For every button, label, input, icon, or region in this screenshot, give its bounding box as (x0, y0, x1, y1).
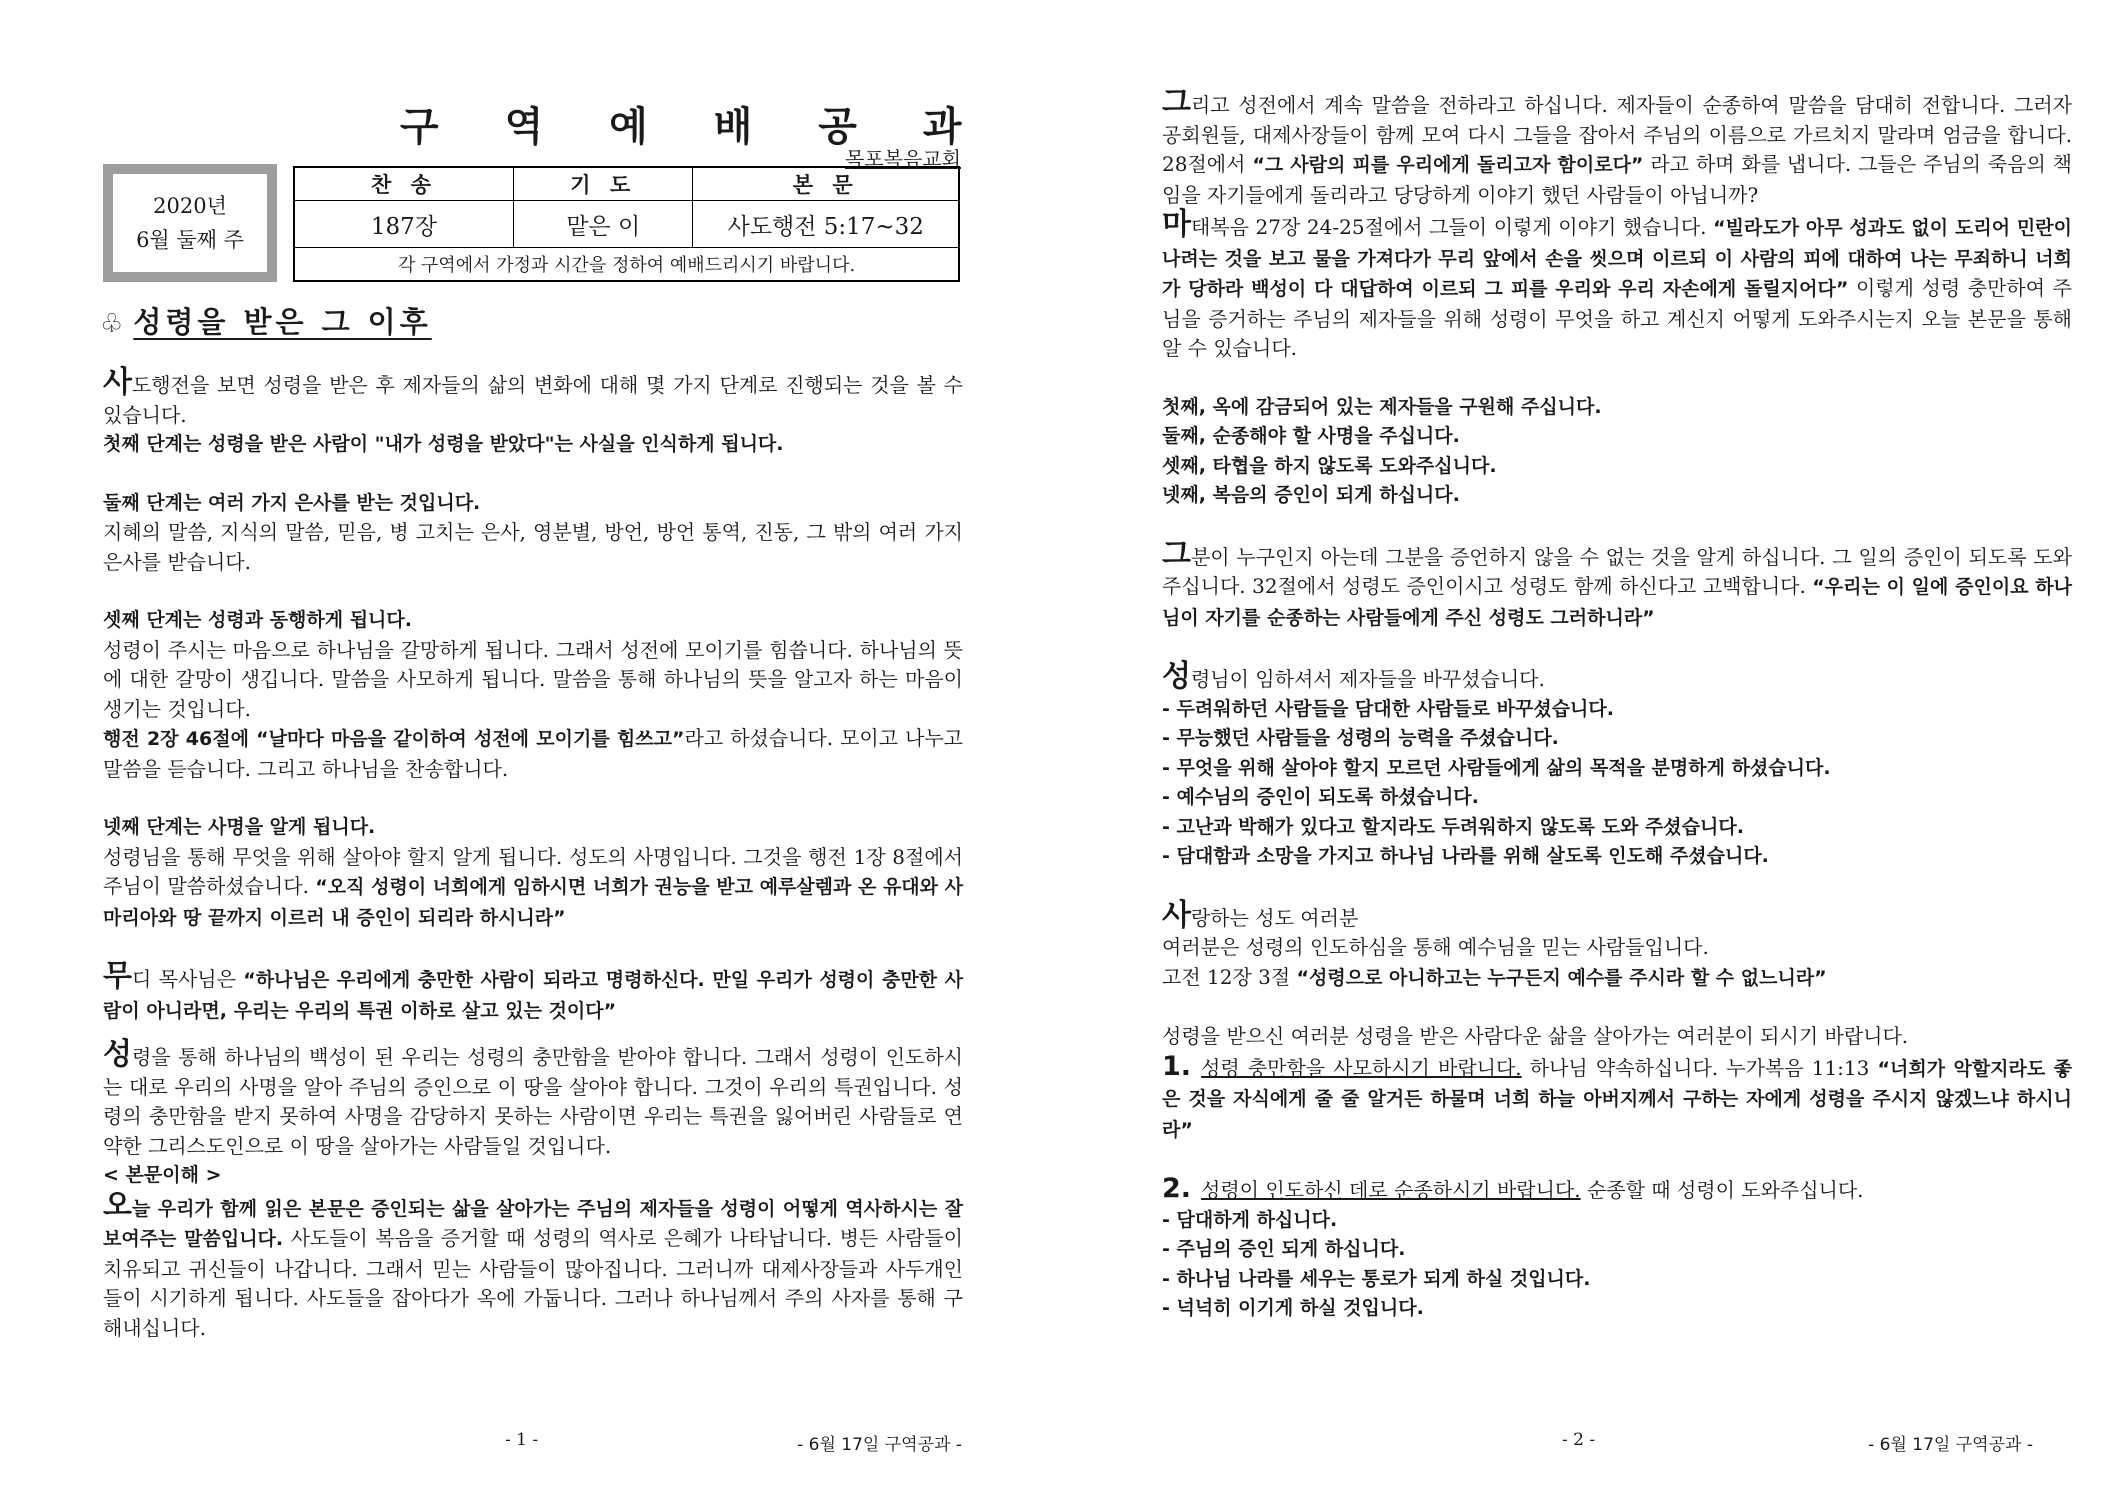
paragraph (1162, 897, 2072, 934)
list-item: - 담대함과 소망을 가지고 하나님 나라를 위해 살도록 인도해 주셨습니다. (1162, 845, 1769, 867)
paragraph: 성령이 주시는 마음으로 하나님을 갈망하게 됩니다. 그래서 성전에 모이기를 힘씁니다. 하나님의 뜻에 대한 갈망이 생깁니다. 말씀을 사모하게 됩니다. 말씀을 통해 하나님의 뜻을 알고자 하는 마음이 생기는 것입니다. (103, 637, 963, 721)
club-suit-icon: ♧ (100, 309, 124, 339)
paragraph: 성령을 받으신 여러분 성령을 받은 사람다운 삶을 살아가는 여러분이 되시기 바랍니다. (1162, 1024, 1909, 1048)
step-1: 첫째 단계는 성령을 받은 사람이 "내가 성령을 받았다"는 사실을 인식하게 됩니다. (103, 433, 784, 455)
sermon-body-left (103, 365, 963, 1343)
bold-quote: “너희가 악할지라도 좋은 것을 자식에게 줄 줄 알거든 하물며 너희 하늘 아버지께서 구하는 자에게 성령을 주시지 않겠느냐 하시니라” (1162, 1057, 2072, 1141)
paragraph (1162, 963, 2072, 994)
list-item: - 넉넉히 이기게 하실 것입니다. (1162, 1297, 1424, 1319)
paragraph (103, 1187, 963, 1344)
sub-heading: < 본문이해 > (103, 1164, 222, 1186)
section-title-text: 성령을 받은 그 이후 (133, 305, 432, 339)
list-item: 넷째, 복음의 증인이 되게 하십니다. (1162, 484, 1460, 506)
worship-info-table (293, 166, 960, 282)
text-value: 사도행전 5:17~32 (693, 201, 959, 248)
text: 하나님 약속하십니다. 누가복음 11:13 (1521, 1055, 1878, 1080)
list-item: 둘째, 순종해야 할 사명을 주십니다. (1162, 425, 1460, 447)
point-number: 1. (1162, 1050, 1192, 1082)
page-number: - 2 - (1562, 1430, 1596, 1450)
header-hymn: 찬 송 (294, 167, 513, 201)
text: 라고 하며 화를 냅니다. 그들은 주님의 죽음의 책임을 자기들에게 돌리라고 당당하게 이야기 했던 사람들이 아닙니까? (1162, 152, 2073, 207)
step-2: 둘째 단계는 여러 가지 은사를 받는 것입니다. (103, 491, 481, 514)
paragraph (103, 724, 963, 784)
text: 고전 12장 3절 (1162, 964, 1297, 989)
paragraph (1162, 659, 2072, 695)
list-item: - 무엇을 위해 살아야 할지 모르던 사람들에게 삶의 목적을 분명하게 하셨습니다. (1162, 756, 1831, 779)
text: 도행전을 보면 성령을 받은 후 제자들의 삶의 변화에 대해 몇 가지 단계로 진행되는 것을 볼 수 있습니다. (103, 373, 963, 427)
sermon-body-right (1162, 85, 2073, 1324)
drop-cap: 마 (1162, 207, 1191, 242)
text: 라고 하셨습니다. 모이고 나누고 말씀을 듣습니다. 그리고 하나님을 찬송합니다. (103, 726, 963, 781)
list-item: - 담대하게 하십니다. (1162, 1208, 1338, 1231)
page-title: 구 역 예 배 공 과 (400, 104, 988, 150)
text: 디 목사님은 (131, 967, 244, 991)
paragraph: 지혜의 말씀, 지식의 말씀, 믿음, 병 고치는 은사, 영분별, 방언, 방언 통역, 진동, 그 밖의 여러 가지 은사를 받습니다. (103, 520, 963, 574)
header-text: 본 문 (693, 167, 959, 201)
drop-cap: 사 (1162, 897, 1191, 933)
date-week: 6월 둘째 주 (136, 228, 244, 252)
bold-quote: “하나님은 우리에게 충만한 사람이 되라고 명령하신다. 만일 우리가 성령이 충만한 사람이 아니라면, 우리는 우리의 특권 이하로 살고 있는 것이다” (103, 969, 963, 1022)
prayer-value: 맡은 이 (513, 201, 693, 248)
paragraph (1162, 536, 2072, 634)
bold-quote: “성령으로 아니하고는 누구든지 예수를 주시라 할 수 없느니라” (1296, 966, 1827, 989)
text: 랑하는 성도 여러분 (1190, 905, 1359, 930)
paragraph (103, 843, 963, 934)
bold-quote: 행전 2장 46절에 “날마다 마음을 같이하여 성전에 모이기를 힘쓰고” (103, 728, 685, 750)
bold-quote: “그 사람의 피를 우리에게 돌리고자 함이로다” (1252, 154, 1644, 176)
drop-cap: 성 (1162, 659, 1191, 694)
footer-date: - 6월 17일 구역공과 - (797, 1435, 962, 1455)
drop-cap: 그 (1162, 536, 1191, 572)
paragraph (103, 365, 963, 430)
page-number: - 1 - (505, 1430, 539, 1450)
page-1 (0, 0, 1052, 1488)
step-4: 넷째 단계는 사명을 알게 됩니다. (103, 816, 376, 838)
list-item: 셋째, 타협을 하지 않도록 도와주십니다. (1162, 454, 1497, 477)
list-item: - 주님의 증인 되게 하십니다. (1162, 1238, 1406, 1260)
list-item: - 무능했던 사람들을 성령의 능력을 주셨습니다. (1162, 727, 1559, 749)
paragraph (103, 959, 963, 1026)
drop-cap: 성 (103, 1037, 132, 1072)
text: 태복음 27장 24-25절에서 그들이 이렇게 이야기 했습니다. (1190, 215, 1714, 239)
date-year: 2020년 (153, 194, 227, 218)
text: 리고 성전에서 계속 말씀을 전하라고 하십니다. 제자들이 순종하여 말씀을 담대히 전합니다. 그러자 공회원들, 대제사장들이 함께 모여 다시 그들을 잡아서 주님의 이름으로 가르치지 말라며 엄금을 합니다. 28절에서 (1162, 93, 2072, 176)
step-3: 셋째 단계는 성령과 동행하게 됩니다. (103, 609, 412, 631)
table-note: 각 구역에서 가정과 시간을 정하여 예배드리시기 바랍니다. (294, 248, 959, 282)
list-item: - 하나님 나라를 세우는 통로가 되게 하실 것입니다. (1162, 1267, 1591, 1290)
hymn-value: 187장 (294, 201, 513, 248)
drop-cap: 그 (1162, 85, 1191, 120)
numbered-point-1 (1162, 1052, 2072, 1146)
paragraph (1162, 85, 2073, 210)
text: 사도들이 복음을 증거할 때 성령의 역사로 은혜가 나타납니다. 병든 사람들이 치유되고 귀신들이 나갑니다. 그래서 믿는 사람들이 많아집니다. 그러니까 대제사장들과 사두개인들이 시기하게 됩니다. 사도들을 잡아다가 옥에 가둡니다. 그러나 하나님께서 주의 사자를 통해 구해내십니다. (103, 1226, 963, 1340)
paragraph: 여러분은 성령의 인도하심을 통해 예수님을 믿는 사람들입니다. (1162, 935, 1709, 959)
header-prayer: 기 도 (513, 167, 693, 201)
text: 성령님을 통해 무엇을 위해 살아야 할지 알게 됩니다. 성도의 사명입니다. 그것을 행전 1장 8절에서 주님이 말씀하셨습니다. (103, 844, 963, 898)
date-box (103, 164, 277, 282)
list-item: - 두려워하던 사람들을 담대한 사람들로 바꾸셨습니다. (1162, 697, 1614, 720)
text: 이렇게 성령 충만하여 주님을 증거하는 주님의 제자들을 위해 성령이 무엇을 하고 계신지 어떻게 도와주시는지 오늘 본문을 통해 알 수 있습니다. (1162, 276, 2072, 360)
underlined-text: 성령 충만함을 사모하시기 바랍니다. (1201, 1055, 1522, 1080)
footer-date: - 6월 17일 구역공과 - (1868, 1435, 2033, 1455)
page-2 (1052, 0, 2105, 1488)
point-number: 2. (1162, 1173, 1192, 1204)
list-item: 첫째, 옥에 감금되어 있는 제자들을 구원해 주십니다. (1162, 395, 1602, 418)
text: 령님이 임하셔서 제자들을 바꾸셨습니다. (1190, 667, 1545, 691)
bold-quote: “빌라도가 아무 성과도 없이 도리어 민란이 나려는 것을 보고 물을 가져다가 무리 앞에서 손을 씻으며 이르되 이 사람의 피에 대하여 나는 무죄하니 너희가 당하라 백성이 다 대답하여 이르되 그 피를 우리와 우리 자손에게 돌릴지어다” (1162, 217, 2072, 300)
bold-text: 늘 우리가 함께 읽은 본문은 증인되는 삶을 살아가는 주님의 제자들을 성령이 어떻게 역사하시는 잘 보여주는 말씀입니다. (103, 1197, 963, 1250)
text: 분이 누구인지 아는데 그분을 증언하지 않을 수 없는 것을 알게 하십니다. 그 일의 증인이 되도록 도와주십니다. 32절에서 성령도 증인이시고 성령도 함께 하신다고 고백합니다. (1162, 544, 2072, 598)
text: 령을 통해 하나님의 백성이 된 우리는 성령의 충만함을 받아야 합니다. 그래서 성령이 인도하시는 대로 우리의 사명을 알아 주님의 증인으로 이 땅을 살아야 합니다. 그것이 우리의 특권입니다. 성령의 충만함을 받지 못하여 사명을 감당하지 못하는 사람이면 우리는 특권을 잃어버린 사람들로 연약한 그리스도인으로 이 땅을 살아가는 사람들일 것입니다. (103, 1045, 963, 1158)
section-title (100, 300, 432, 341)
paragraph (103, 1037, 963, 1161)
bold-quote: “우리는 이 일에 증인이요 하나님이 자기를 순종하는 사람들에게 주신 성령도 그러하니라” (1162, 576, 2072, 629)
drop-cap: 사 (103, 365, 132, 400)
text: 순종할 때 성령이 도와주십니다. (1580, 1178, 1864, 1202)
paragraph (1162, 207, 2072, 364)
list-item: - 예수님의 증인이 되도록 하셨습니다. (1162, 786, 1479, 808)
numbered-point-2 (1162, 1174, 2072, 1206)
drop-cap: 오 (103, 1187, 132, 1223)
church-name: 목포복음교회 (845, 147, 961, 171)
list-item: - 고난과 박해가 있다고 할지라도 두려워하지 않도록 도와 주셨습니다. (1162, 815, 1744, 838)
underlined-text: 성령이 인도하신 데로 순종하시기 바랍니다. (1201, 1178, 1581, 1202)
drop-cap: 무 (103, 959, 132, 994)
bold-quote: “오직 성령이 너희에게 임하시면 너희가 권능을 받고 예루살렘과 온 유대와 사마리아와 땅 끝까지 이르러 내 증인이 되리라 하시니라” (103, 876, 963, 929)
